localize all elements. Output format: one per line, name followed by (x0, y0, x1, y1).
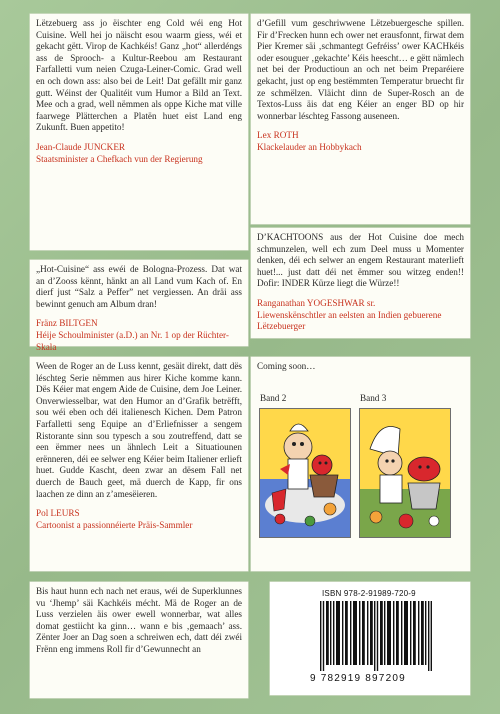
quote-signature (36, 318, 242, 353)
quote-text: Ween de Roger an de Luss kennt, gesäit direkt, datt dës léschteg Serie nëmmen aus hirer Kiche komme kann. Dës Kéier mat engem Aide de Cuisine, dem Joe Leiner. Onverwiesselbar, wat den Humor an d’Grafik betrëfft, sou wéi eben och déi italienesch Kichen. Dem Patron Farfalletti seng Equipe an d’Erliefnisser a sengem Ristorante sinn sou typesch a sou zoutreffend, datt se een ëmmer nees un ähnlech Leit a Situatiounen erënneren, déi ee selwer eng Kéier beim Italiener erlieft huet. Gudde Kascht, deen zwar an dësem Fall net duerch de Bauch geet, mä duerch de Kapp, fir ons laachen ze dinn an z’amesëieren. (36, 361, 242, 499)
isbn-label: ISBN 978-2-91989-720-9 (322, 589, 416, 598)
band-2-cover-image (259, 408, 351, 538)
signature-name: Jean-Claude JUNCKER (36, 141, 126, 152)
signature-name: Lex ROTH (257, 130, 299, 141)
band-3-label: Band 3 (360, 393, 387, 403)
quote-box-leurs (30, 357, 248, 571)
signature-name: Ranganathan YOGESHWAR sr. (257, 297, 376, 308)
signature-title: Liewenskënschtler an eelsten an Indien gebuerene Lëtzebuerger (257, 309, 442, 332)
quote-text: D’KACHTOONS aus der Hot Cuisine doe mech schmunzelen, well ech zum Deel muss u Momenter denken, déi ech selwer an engem Restaurant materlieft huet!... just datt déi net ëmmer sou witzeg enden!! Dofir: INDER Kürze liegt die Würze!! (257, 232, 464, 289)
signature-title: Héije Schoulminister (a.D.) an Nr. 1 op der Rüchter-Skala (36, 329, 229, 352)
quote-text: Lëtzebuerg ass jo ëischter eng Cold wéi eng Hot Cuisine. Well hei jo näischt esou waarm giess, wéi et gekacht gëtt. Virop de Kachkéis! Ganz „hot“ allerdéngs ass de Sprooch- a Kultur-Reebou am Restaurant Farfalletti vum neien Czuga-Leiner-Comic. Grad well en och down ass: also bei de Leit! Dat gefällt mir ganz gutt. Wéinst der Qualitéit vum Humor a Bild an Text. Mee och a grad, well nëmmen als oppe Kiche mat ville faarwege Plätterchen a Platën huet eist Land eng Zukunft. Buen appetito! (36, 18, 242, 133)
quote-text: d’Gefill vum geschriwwene Lëtzebuergesche spillen. Fir d’Frecken hunn ech ower net erausfonnt, firwat dem Pier Kremer säi ‚schmantegt Gefréiss’ ower KACHkéis oder esouguer ‚gekachte’ Kéis heescht… e gëtt nämlech net bei der Productioun an och net beim Preparéiere gekacht, just op eng bestëmmten Temperatur bruecht fir ze schmëlzen. Vläicht dinn de Super-Rosch an de Textos-Luss äis dat eng Kéier an enger BD op hir wonnerbar léschteg Fassong auseneen. (257, 18, 464, 121)
quote-box-biltgen (30, 260, 248, 352)
band-3-cover-image (359, 408, 451, 538)
quote-signature (257, 298, 464, 333)
quote-box-roth (251, 14, 470, 224)
quote-box-yogeshwar (251, 228, 470, 338)
coming-soon-title: Coming soon… (257, 361, 316, 371)
barcode-image (320, 601, 432, 671)
band-2-label: Band 2 (260, 393, 287, 403)
signature-title: Cartoonist a passionnéierte Präis-Sammler (36, 519, 193, 530)
quote-signature (257, 130, 464, 153)
quote-box-juncker (30, 14, 248, 250)
quote-signature (36, 142, 242, 165)
quote-text: Bis haut hunn ech nach net eraus, wéi de Superklunnes vu ‘Jhemp’ säi Kachkéis mécht. Mä de Roger an de Luss verzielen äis ower ewell wonnerbar, wat alles domat gestiicht ka ginn… wann e bis ‚gemaach’ ass. Zënter Joer an Dag soen a schreiwen ech, datt déi zwéi Frënn eng immens Roll fir d’Gewunnecht an (36, 586, 242, 654)
signature-name: Pol LEURS (36, 508, 80, 519)
barcode-number: 9 782919 897209 (310, 673, 406, 684)
signature-title: Klackelauder an Hobbykach (257, 141, 362, 152)
signature-title: Staatsminister a Chefkach vun der Regierung (36, 153, 203, 164)
quote-text: „Hot-Cuisine“ ass ewéi de Bologna-Prozess. Dat wat an d’Zooss kënnt, hänkt an all Land vum Kach of. En dierf just “Salz a Peffer” net vergiessen. An dräi ass bewinnt genuch am Album dran! (36, 264, 242, 309)
quote-box-bottom (30, 582, 248, 698)
quote-signature (36, 508, 242, 531)
signature-name: Fränz BILTGEN (36, 318, 98, 329)
